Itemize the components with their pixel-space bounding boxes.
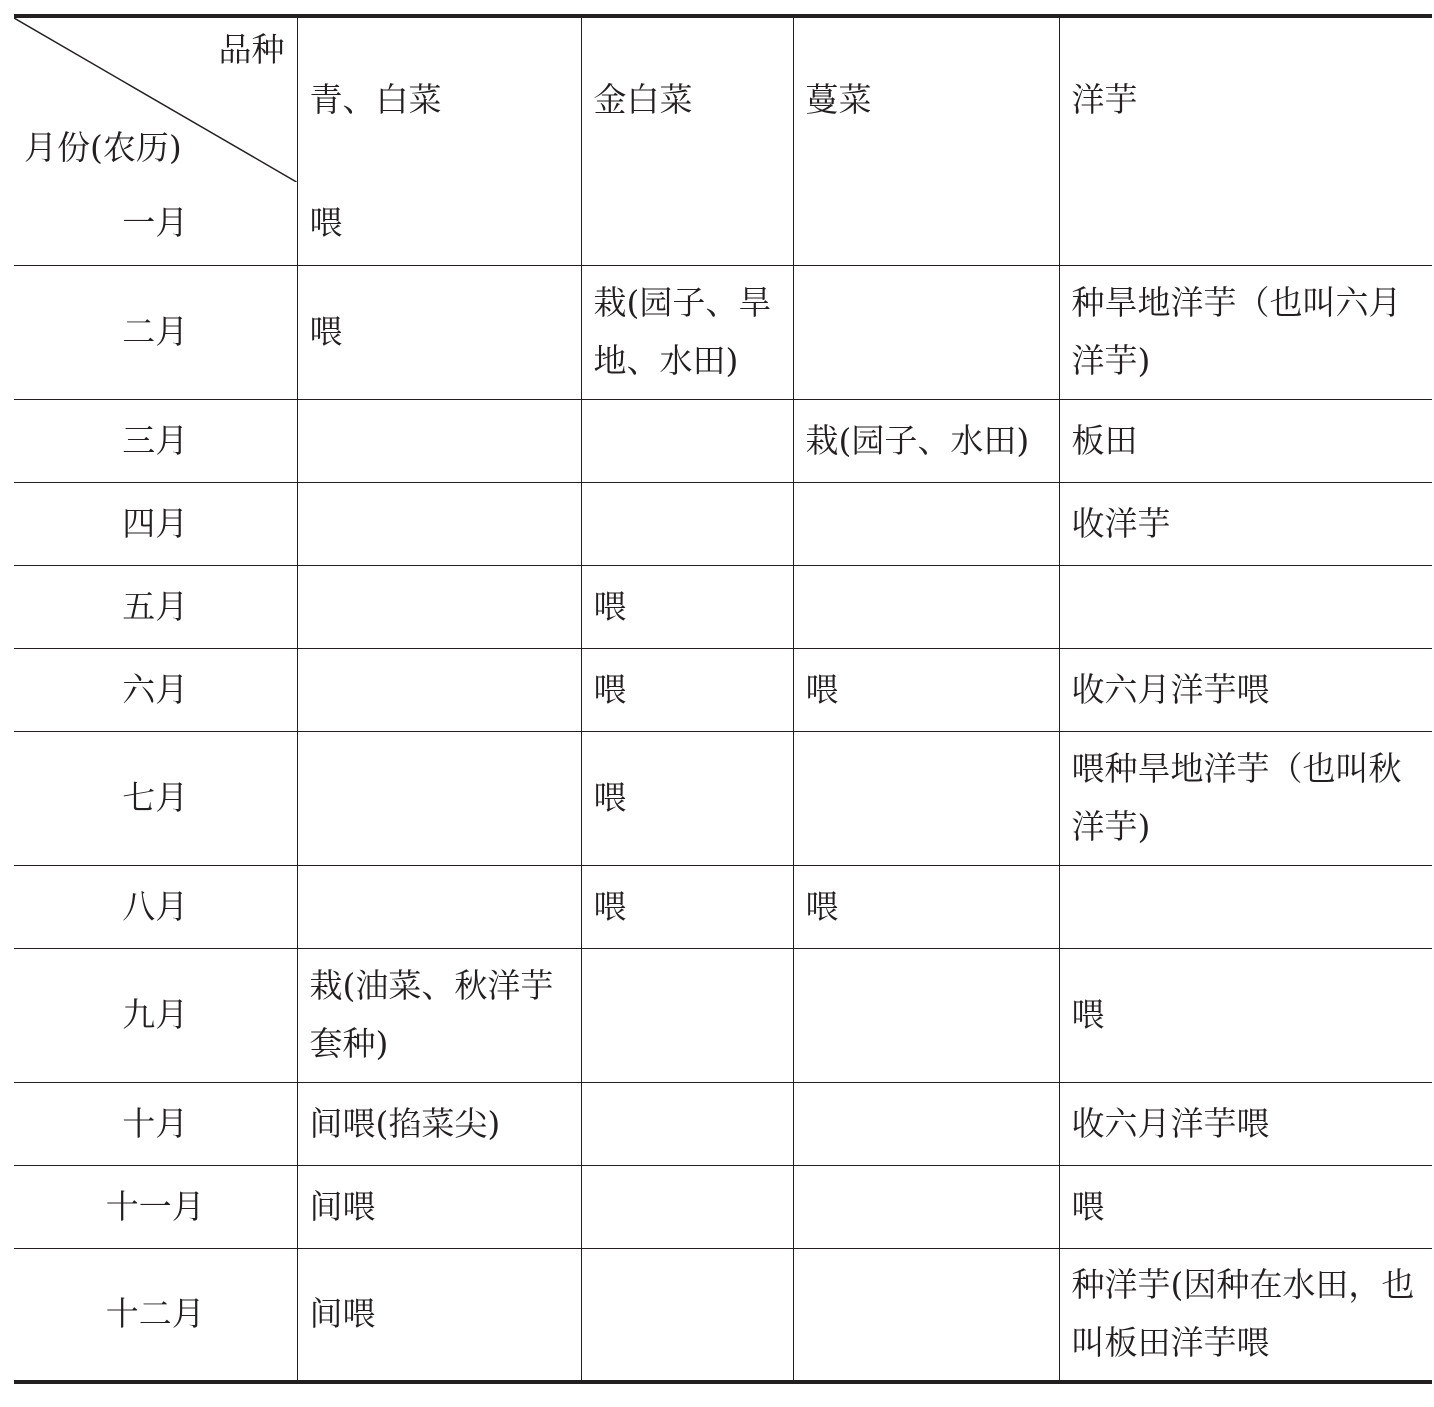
cell-turnip [793, 1165, 1059, 1248]
cell-golden-cabbage [581, 482, 793, 565]
cell-potato: 喂 [1059, 948, 1432, 1082]
month-cell: 一月 [14, 182, 297, 265]
cell-golden-cabbage [581, 1082, 793, 1165]
cell-golden-cabbage: 喂 [581, 731, 793, 865]
corner-header-cell [14, 16, 297, 182]
cell-green-cabbage: 栽(油菜、秋洋芋套种) [297, 948, 581, 1082]
column-header-turnip: 蔓菜 [793, 16, 1059, 182]
cell-turnip [793, 731, 1059, 865]
table-row [14, 482, 1432, 565]
cell-turnip [793, 265, 1059, 399]
cell-potato [1059, 865, 1432, 948]
cell-green-cabbage [297, 648, 581, 731]
month-cell: 四月 [14, 482, 297, 565]
table-row [14, 565, 1432, 648]
column-header-potato: 洋芋 [1059, 16, 1432, 182]
cell-turnip [793, 182, 1059, 265]
cell-green-cabbage: 喂 [297, 182, 581, 265]
header-row [14, 16, 1432, 182]
cell-green-cabbage: 喂 [297, 265, 581, 399]
cell-potato: 喂 [1059, 1165, 1432, 1248]
table-row [14, 865, 1432, 948]
table-row [14, 265, 1432, 399]
crop-calendar-table [14, 14, 1432, 1384]
cell-potato: 种洋芋(因种在水田，也叫板田洋芋喂 [1059, 1248, 1432, 1382]
month-cell: 九月 [14, 948, 297, 1082]
table-row [14, 1082, 1432, 1165]
month-cell: 六月 [14, 648, 297, 731]
cell-potato: 收洋芋 [1059, 482, 1432, 565]
cell-green-cabbage [297, 565, 581, 648]
month-cell: 十二月 [14, 1248, 297, 1382]
cell-turnip [793, 1082, 1059, 1165]
cell-turnip [793, 482, 1059, 565]
corner-variety-label: 品种 [218, 30, 285, 69]
cell-golden-cabbage [581, 182, 793, 265]
cell-potato [1059, 182, 1432, 265]
cell-turnip [793, 1248, 1059, 1382]
month-cell: 二月 [14, 265, 297, 399]
cell-green-cabbage [297, 865, 581, 948]
cell-turnip: 喂 [793, 865, 1059, 948]
cell-potato: 收六月洋芋喂 [1059, 648, 1432, 731]
cell-turnip [793, 948, 1059, 1082]
cell-potato [1059, 565, 1432, 648]
cell-golden-cabbage [581, 1165, 793, 1248]
month-cell: 三月 [14, 399, 297, 482]
cell-green-cabbage [297, 482, 581, 565]
cell-potato: 种旱地洋芋（也叫六月洋芋) [1059, 265, 1432, 399]
cell-golden-cabbage [581, 1248, 793, 1382]
month-cell: 八月 [14, 865, 297, 948]
cell-turnip: 栽(园子、水田) [793, 399, 1059, 482]
cell-golden-cabbage [581, 399, 793, 482]
cell-turnip [793, 565, 1059, 648]
cell-turnip: 喂 [793, 648, 1059, 731]
cell-potato: 喂种旱地洋芋（也叫秋洋芋) [1059, 731, 1432, 865]
table-row [14, 648, 1432, 731]
cell-potato: 收六月洋芋喂 [1059, 1082, 1432, 1165]
cell-golden-cabbage: 喂 [581, 648, 793, 731]
month-cell: 七月 [14, 731, 297, 865]
month-cell: 十一月 [14, 1165, 297, 1248]
cell-golden-cabbage: 栽(园子、旱地、水田) [581, 265, 793, 399]
corner-month-label: 月份(农历) [24, 128, 182, 167]
table-row [14, 399, 1432, 482]
cell-golden-cabbage [581, 948, 793, 1082]
cell-green-cabbage: 间喂 [297, 1165, 581, 1248]
table-row [14, 948, 1432, 1082]
cell-green-cabbage [297, 399, 581, 482]
month-cell: 十月 [14, 1082, 297, 1165]
cell-golden-cabbage: 喂 [581, 865, 793, 948]
cell-golden-cabbage: 喂 [581, 565, 793, 648]
column-header-golden-cabbage: 金白菜 [581, 16, 793, 182]
table-row [14, 182, 1432, 265]
cell-green-cabbage: 间喂 [297, 1248, 581, 1382]
table-row [14, 1165, 1432, 1248]
cell-green-cabbage: 间喂(掐菜尖) [297, 1082, 581, 1165]
month-cell: 五月 [14, 565, 297, 648]
table-row [14, 1248, 1432, 1382]
column-header-green-cabbage: 青、白菜 [297, 16, 581, 182]
table-row [14, 731, 1432, 865]
cell-green-cabbage [297, 731, 581, 865]
cell-potato: 板田 [1059, 399, 1432, 482]
